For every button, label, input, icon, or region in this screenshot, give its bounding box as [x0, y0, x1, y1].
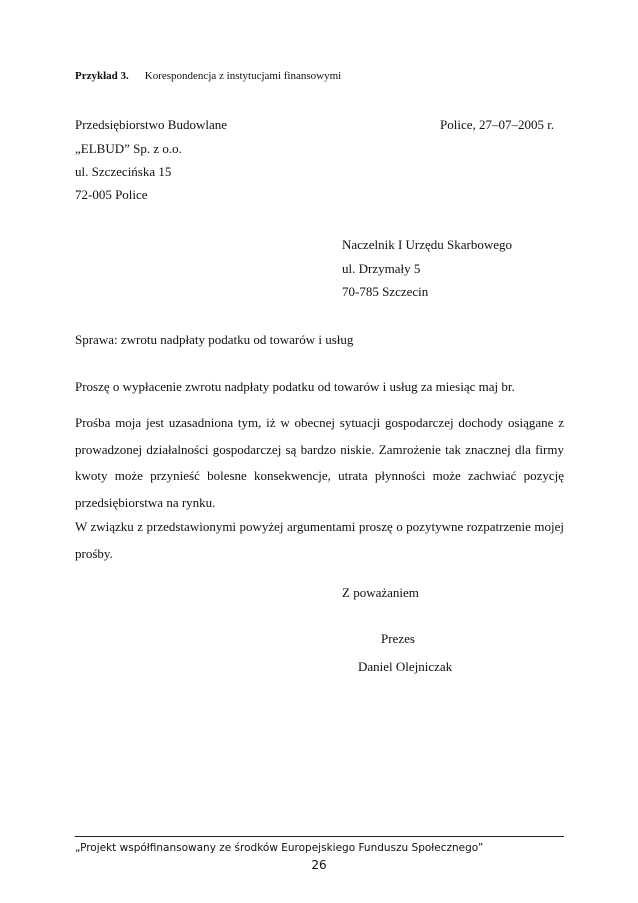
paragraph-justification: Prośba moja jest uzasadniona tym, iż w obecnej sytuacji gospodarczej dochody osiągane z prowadzonej działalności gospodarczej są bardzo niskie. Zamrożenie tak znacznej dla firmy kwoty może przynieść bolesne konsekwencje, utrata płynności może zachwiać pozycję przedsiębiorstwa na rynku.: [75, 415, 564, 510]
example-header: [75, 70, 341, 82]
recipient-line-3: 70-785 Szczecin: [342, 284, 429, 299]
subject-line: Sprawa: zwrotu nadpłaty podatku od towarów i usług: [75, 332, 354, 347]
example-title: Korespondencja z instytucjami finansowymi: [144, 70, 342, 82]
example-label: Przykład 3.: [75, 70, 129, 82]
paragraph-conclusion: W związku z przedstawionymi powyżej argumentami proszę o pozytywne rozpatrzenie mojej prośby.: [75, 519, 564, 561]
footer-project-note: „Projekt współfinansowany ze środków Europejskiego Funduszu Społecznego”: [75, 842, 484, 854]
page-number: 26: [311, 858, 327, 872]
footer-divider: [75, 836, 564, 837]
sender-line-2: „ELBUD” Sp. z o.o.: [75, 141, 182, 156]
recipient-line-1: Naczelnik I Urzędu Skarbowego: [342, 237, 513, 252]
signatory-name: Daniel Olejniczak: [358, 659, 453, 674]
closing-greeting: Z poważaniem: [342, 585, 419, 600]
sender-line-1: Przedsiębiorstwo Budowlane: [75, 117, 228, 132]
signatory-position: Prezes: [381, 631, 415, 646]
recipient-line-2: ul. Drzymały 5: [342, 261, 421, 276]
place-date: Police, 27–07–2005 r.: [440, 117, 555, 132]
sender-line-4: 72-005 Police: [75, 187, 148, 202]
sender-line-3: ul. Szczecińska 15: [75, 164, 172, 179]
paragraph-request: Proszę o wypłacenie zwrotu nadpłaty podatku od towarów i usług za miesiąc maj br.: [75, 379, 515, 394]
